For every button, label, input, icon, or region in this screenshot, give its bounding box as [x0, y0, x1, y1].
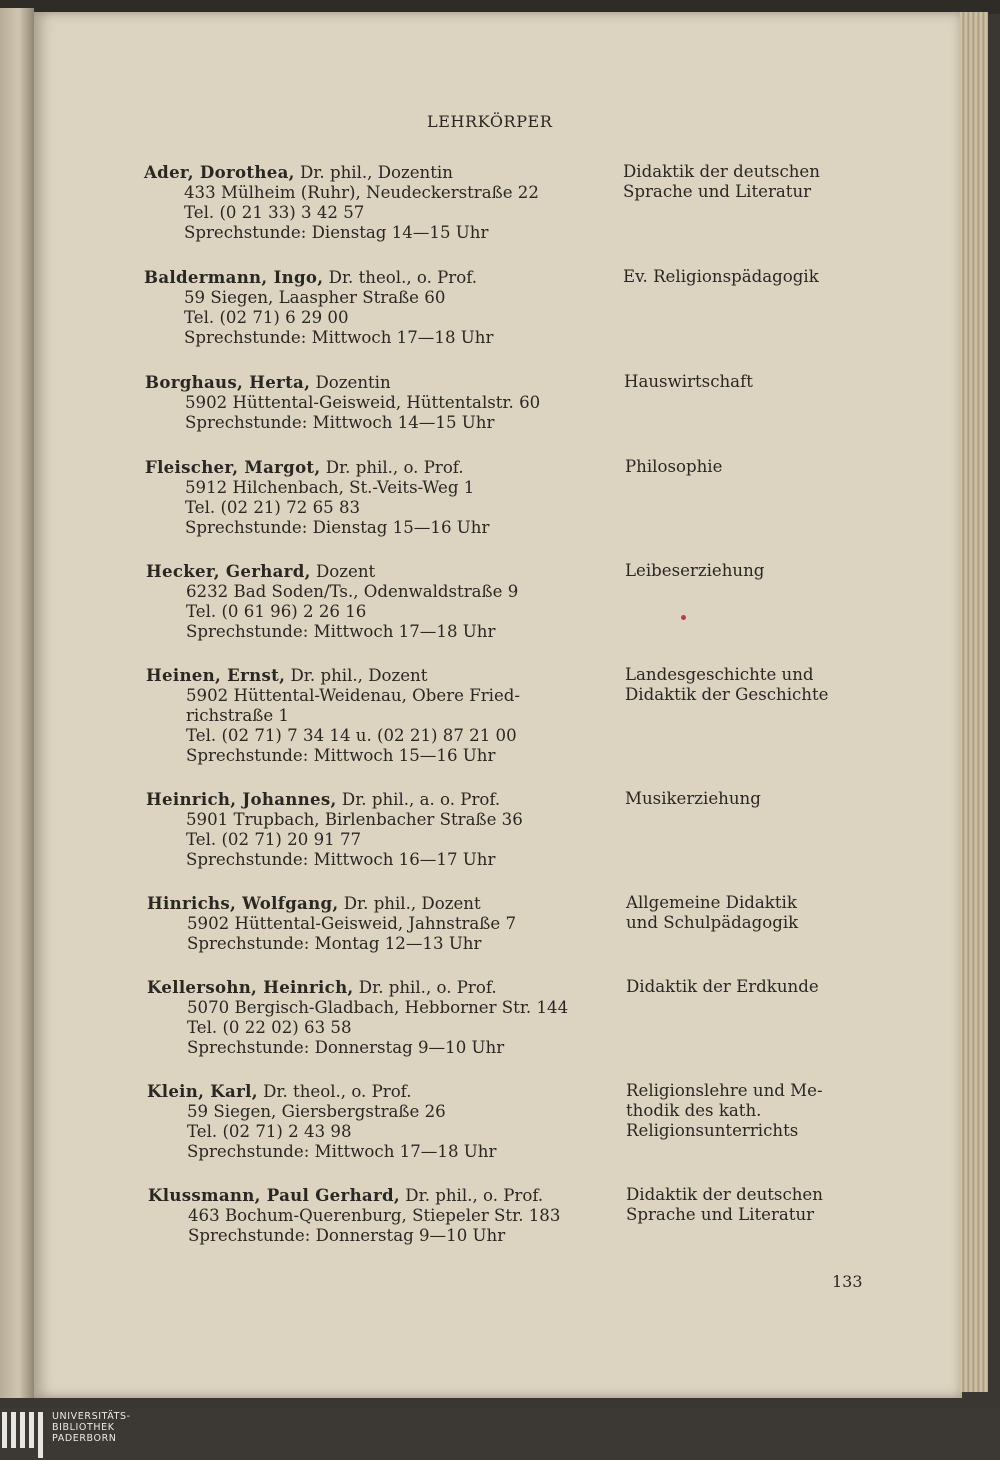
entry-name: Heinen, Ernst,: [146, 665, 286, 685]
entry-name-line: [144, 162, 614, 183]
page-heading: LEHRKÖRPER: [427, 112, 553, 131]
entry-name: Hecker, Gerhard,: [146, 561, 311, 581]
entry-info: [147, 1081, 617, 1162]
entry-address: 5902 Hüttental-Geisweid, Hüttentalstr. 60: [185, 393, 541, 412]
entry-name-line: [147, 977, 617, 998]
entry-subject: [625, 665, 875, 705]
entry-info: [146, 561, 616, 642]
entry-office-hours: Sprechstunde: Donnerstag 9—10 Uhr: [188, 1226, 506, 1245]
entry-phone: Tel. (02 71) 20 91 77: [186, 830, 362, 849]
entry-subject: [625, 561, 875, 581]
entry-office-hours: Sprechstunde: Dienstag 14—15 Uhr: [184, 223, 489, 242]
entry-office-hours: Sprechstunde: Mittwoch 17—18 Uhr: [184, 328, 494, 347]
subject-line: Ev. Religionspädagogik: [623, 267, 819, 286]
entry-name-line: [146, 665, 616, 686]
entry-subject: [626, 1185, 876, 1225]
entry-info: [145, 457, 615, 538]
library-name-line: UNIVERSITÄTS-: [52, 1411, 131, 1422]
entry-address: 59 Siegen, Giersbergstraße 26: [187, 1102, 446, 1121]
entry-phone: Tel. (02 71) 6 29 00: [184, 308, 349, 327]
entry-name: Hinrichs, Wolfgang,: [147, 893, 339, 913]
entry-info: [144, 267, 614, 348]
entry-title: Dozentin: [310, 373, 391, 392]
subject-line: Allgemeine Didaktik: [626, 893, 797, 912]
entry-subject: [626, 1081, 876, 1141]
entry-office-hours: Sprechstunde: Donnerstag 9—10 Uhr: [187, 1038, 505, 1057]
entry-title: Dozent: [310, 562, 376, 581]
subject-line: Leibeserziehung: [625, 561, 765, 580]
entry-name-line: [144, 267, 614, 288]
entry-name: Klein, Karl,: [147, 1081, 258, 1101]
page-stack-edges: [960, 12, 988, 1392]
entry-name-line: [145, 372, 615, 393]
entry-office-hours: Sprechstunde: Mittwoch 15—16 Uhr: [186, 746, 496, 765]
entry-name-line: [145, 457, 615, 478]
entry-name: Kellersohn, Heinrich,: [147, 977, 354, 997]
subject-line: Sprache und Literatur: [626, 1205, 815, 1224]
entry-address: 5902 Hüttental-Weidenau, Obere Fried-: [186, 686, 521, 705]
entry-name-line: [147, 1081, 617, 1102]
entry-address-cont: richstraße 1: [186, 706, 289, 725]
entry-office-hours: Sprechstunde: Mittwoch 16—17 Uhr: [186, 850, 496, 869]
entry-phone: Tel. (0 61 96) 2 26 16: [186, 602, 367, 621]
entry-name-line: [146, 561, 616, 582]
entry-office-hours: Sprechstunde: Montag 12—13 Uhr: [187, 934, 482, 953]
entry-name-line: [148, 1185, 618, 1206]
entry-info: [148, 1185, 618, 1246]
entry-phone: Tel. (0 22 02) 63 58: [187, 1018, 352, 1037]
entry-info: [147, 977, 617, 1058]
entry-subject: [623, 162, 873, 202]
subject-line: Sprache und Literatur: [623, 182, 812, 201]
viewer-footer: [0, 1408, 1000, 1460]
entry-address: 5912 Hilchenbach, St.-Veits-Weg 1: [185, 478, 475, 497]
entry-office-hours: Sprechstunde: Dienstag 15—16 Uhr: [185, 518, 490, 537]
entry-office-hours: Sprechstunde: Mittwoch 17—18 Uhr: [186, 622, 496, 641]
entry-title: Dr. phil., o. Prof.: [353, 978, 497, 997]
entry-address: 6232 Bad Soden/Ts., Odenwaldstraße 9: [186, 582, 519, 601]
subject-line: Didaktik der Geschichte: [625, 685, 829, 704]
subject-line: Philosophie: [625, 457, 723, 476]
subject-line: Musikerziehung: [625, 789, 761, 808]
entry-name: Fleischer, Margot,: [145, 457, 321, 477]
entry-address: 433 Mülheim (Ruhr), Neudeckerstraße 22: [184, 183, 539, 202]
subject-line: Landesgeschichte und: [625, 665, 814, 684]
subject-line: Didaktik der Erdkunde: [626, 977, 819, 996]
entry-phone: Tel. (0 21 33) 3 42 57: [184, 203, 365, 222]
subject-line: Hauswirtschaft: [624, 372, 753, 391]
entry-phone: Tel. (02 71) 7 34 14 u. (02 21) 87 21 00: [186, 726, 517, 745]
library-name-line: PADERBORN: [52, 1433, 117, 1444]
entry-name: Ader, Dorothea,: [144, 162, 295, 182]
entry-title: Dr. phil., Dozentin: [294, 163, 453, 182]
entry-subject: [625, 457, 875, 477]
entry-info: [146, 665, 616, 766]
subject-line: Didaktik der deutschen: [626, 1185, 823, 1204]
library-name-line: BIBLIOTHEK: [52, 1422, 115, 1433]
entry-subject: [625, 789, 875, 809]
entry-name: Heinrich, Johannes,: [146, 789, 337, 809]
library-logo-icon: [2, 1412, 46, 1456]
entry-info: [145, 372, 615, 433]
entry-phone: Tel. (02 71) 2 43 98: [187, 1122, 352, 1141]
entry-title: Dr. phil., o. Prof.: [400, 1186, 544, 1205]
entry-subject: [623, 267, 873, 287]
subject-line: Didaktik der deutschen: [623, 162, 820, 181]
entry-title: Dr. phil., Dozent: [285, 666, 428, 685]
entry-name-line: [147, 893, 617, 914]
entry-title: Dr. theol., o. Prof.: [257, 1082, 412, 1101]
library-name: [52, 1411, 131, 1444]
entry-address: 5902 Hüttental-Geisweid, Jahnstraße 7: [187, 914, 517, 933]
entry-info: [146, 789, 616, 870]
entry-address: 5901 Trupbach, Birlenbacher Straße 36: [186, 810, 523, 829]
entry-phone: Tel. (02 21) 72 65 83: [185, 498, 361, 517]
entry-address: 5070 Bergisch-Gladbach, Hebborner Str. 144: [187, 998, 569, 1017]
subject-line: und Schulpädagogik: [626, 913, 799, 932]
entry-address: 463 Bochum-Querenburg, Stiepeler Str. 183: [188, 1206, 561, 1225]
subject-line: thodik des kath.: [626, 1101, 762, 1120]
entry-subject: [624, 372, 874, 392]
entry-subject: [626, 893, 876, 933]
entry-name: Klussmann, Paul Gerhard,: [148, 1185, 401, 1205]
subject-line: Religionsunterrichts: [626, 1121, 799, 1140]
entry-title: Dr. phil., Dozent: [338, 894, 481, 913]
subject-line: Religionslehre und Me-: [626, 1081, 823, 1100]
entry-name: Borghaus, Herta,: [145, 372, 311, 392]
entry-address: 59 Siegen, Laaspher Straße 60: [184, 288, 446, 307]
entry-info: [147, 893, 617, 954]
entry-title: Dr. theol., o. Prof.: [323, 268, 478, 287]
entry-info: [144, 162, 614, 243]
entry-office-hours: Sprechstunde: Mittwoch 14—15 Uhr: [185, 413, 495, 432]
ink-speck: [681, 615, 686, 620]
page-number: 133: [832, 1272, 863, 1291]
entry-title: Dr. phil., o. Prof.: [320, 458, 464, 477]
facing-page-edge: [0, 8, 34, 1398]
entry-title: Dr. phil., a. o. Prof.: [336, 790, 501, 809]
entry-name: Baldermann, Ingo,: [144, 267, 324, 287]
entry-office-hours: Sprechstunde: Mittwoch 17—18 Uhr: [187, 1142, 497, 1161]
entry-name-line: [146, 789, 616, 810]
entry-subject: [626, 977, 876, 997]
